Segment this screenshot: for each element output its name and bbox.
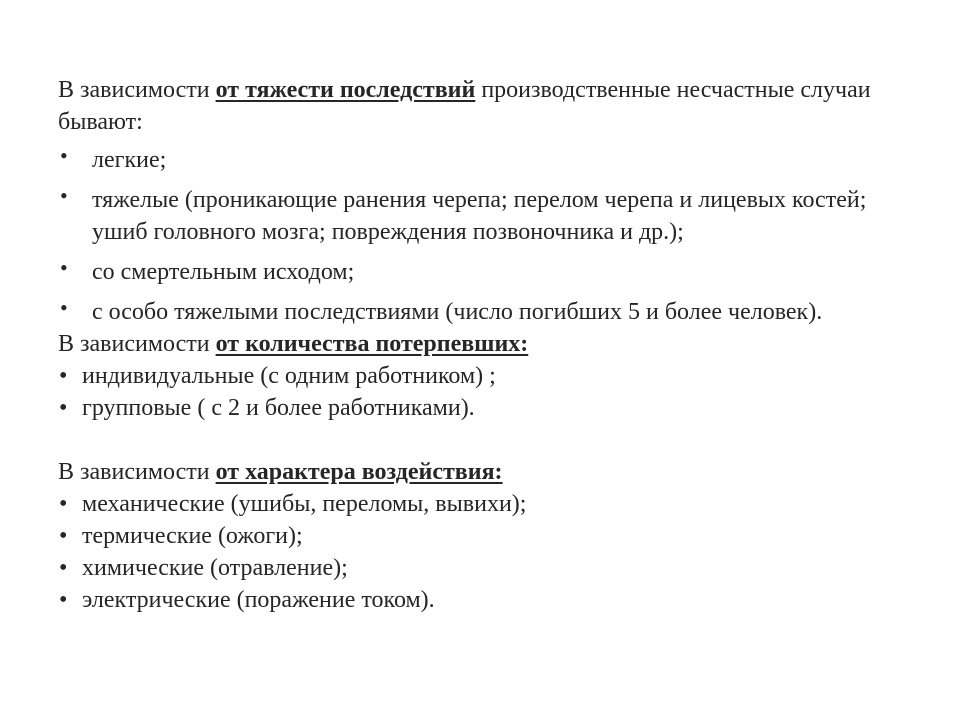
bullet-icon: • bbox=[60, 255, 68, 280]
bullet-icon: • bbox=[59, 491, 68, 517]
list-item-text: электрические (поражение током). bbox=[82, 587, 435, 613]
impact-list bbox=[58, 488, 908, 616]
impact-heading-prefix: В зависимости bbox=[58, 459, 216, 485]
victims-heading bbox=[58, 328, 908, 360]
severity-heading bbox=[58, 74, 908, 138]
victims-heading-prefix: В зависимости bbox=[58, 331, 216, 357]
list-item-text: групповые ( с 2 и более работниками). bbox=[82, 395, 475, 421]
list-item bbox=[58, 360, 908, 392]
impact-heading bbox=[58, 456, 908, 488]
list-item bbox=[58, 256, 908, 288]
impact-heading-emphasis: от характера воздействия: bbox=[215, 459, 503, 485]
list-item-text: с особо тяжелыми последствиями (число погибших 5 и более человек). bbox=[92, 299, 823, 325]
bullet-icon: • bbox=[59, 395, 68, 421]
bullet-icon: • bbox=[59, 523, 68, 549]
section-spacer bbox=[58, 424, 908, 456]
list-item-text: легкие; bbox=[92, 147, 167, 173]
slide-content bbox=[58, 74, 908, 616]
list-item bbox=[58, 184, 908, 248]
list-item-text: со смертельным исходом; bbox=[92, 259, 355, 285]
victims-list bbox=[58, 360, 908, 424]
list-item-text: химические (отравление); bbox=[82, 555, 348, 581]
victims-heading-emphasis: от количества потерпевших: bbox=[215, 331, 529, 357]
list-item bbox=[58, 296, 908, 328]
list-item-text: тяжелые (проникающие ранения черепа; перелом черепа и лицевых костей; ушиб головного мозга; повреждения позвоночника и др.); bbox=[92, 187, 867, 245]
list-item bbox=[58, 144, 908, 176]
bullet-icon: • bbox=[60, 183, 68, 208]
bullet-icon: • bbox=[60, 143, 68, 168]
list-item bbox=[58, 584, 908, 616]
list-item bbox=[58, 488, 908, 520]
severity-heading-emphasis: от тяжести последствий bbox=[215, 77, 476, 103]
list-item bbox=[58, 392, 908, 424]
bullet-icon: • bbox=[59, 555, 68, 581]
severity-heading-suffix: производственные несчастные случаи бывают: bbox=[58, 77, 871, 135]
severity-heading-prefix: В зависимости bbox=[58, 77, 216, 103]
list-item bbox=[58, 552, 908, 584]
list-item-text: термические (ожоги); bbox=[82, 523, 303, 549]
bullet-icon: • bbox=[60, 295, 68, 320]
bullet-icon: • bbox=[59, 363, 68, 389]
list-item bbox=[58, 520, 908, 552]
bullet-icon: • bbox=[59, 587, 68, 613]
list-item-text: механические (ушибы, переломы, вывихи); bbox=[82, 491, 527, 517]
severity-list bbox=[58, 144, 908, 328]
list-item-text: индивидуальные (с одним работником) ; bbox=[82, 363, 496, 389]
